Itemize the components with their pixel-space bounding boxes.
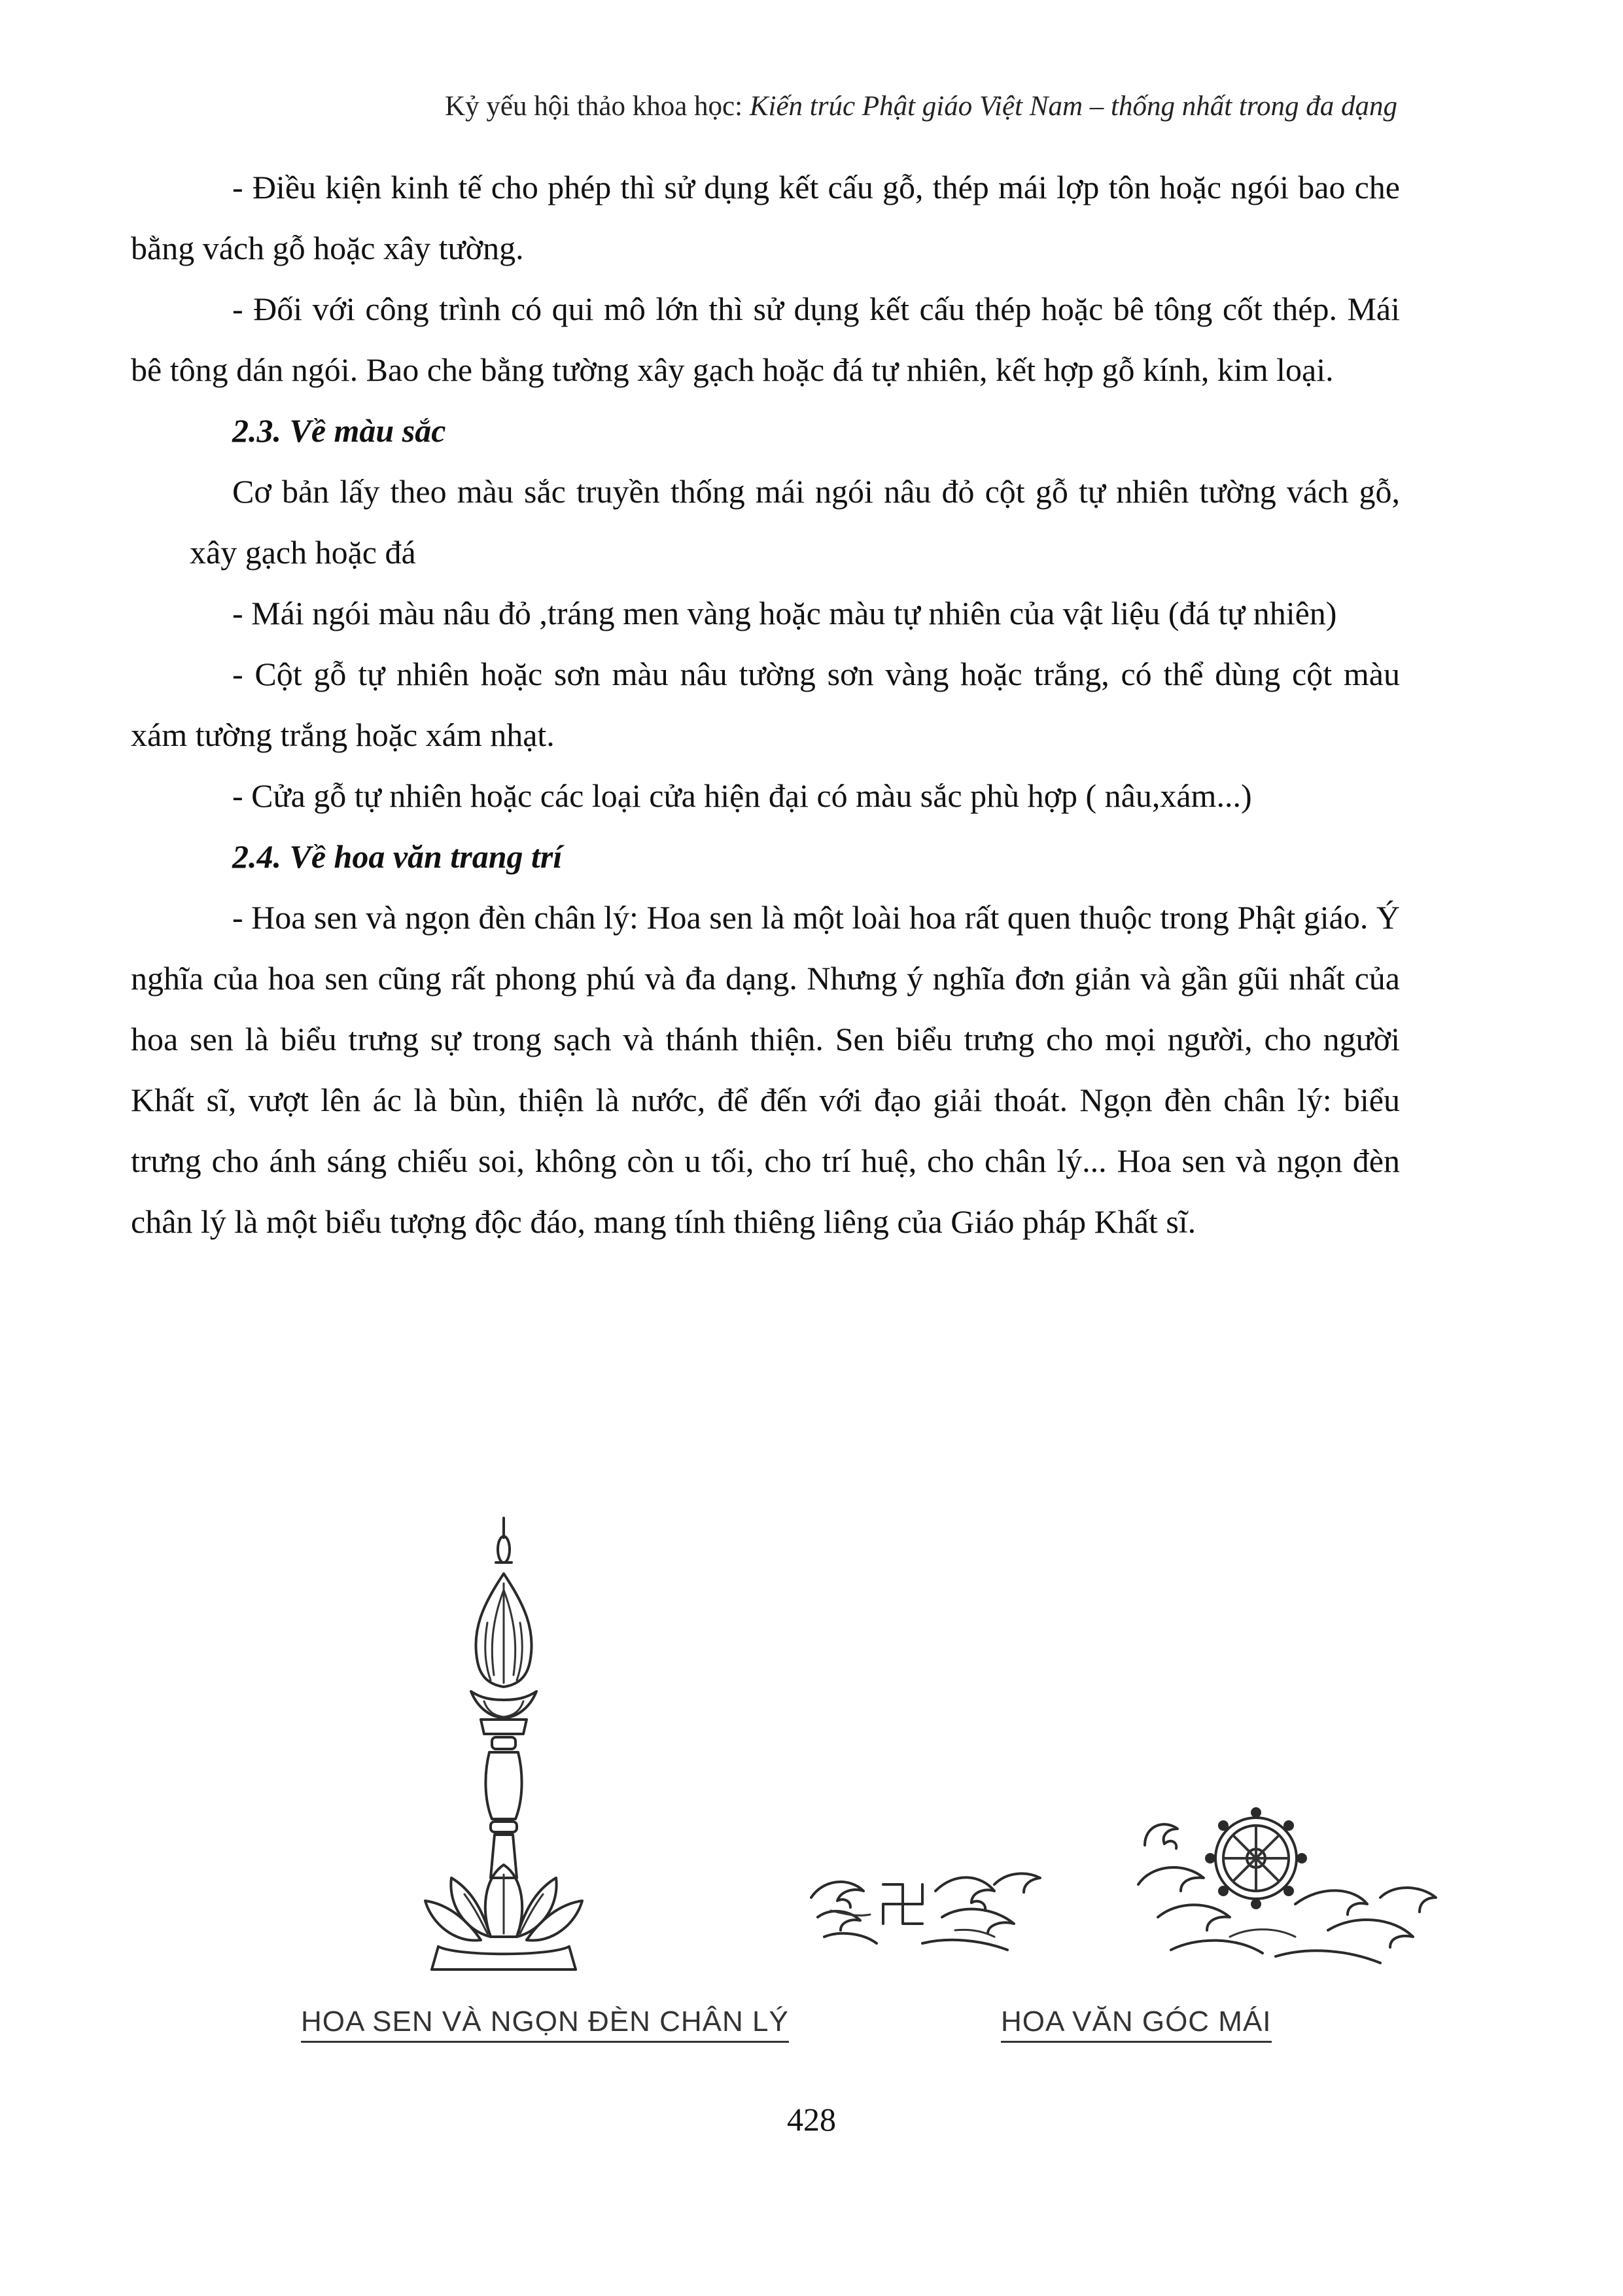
header-title: Kiến trúc Phật giáo Việt Nam – thống nhất trong đa dạng bbox=[749, 91, 1397, 122]
paragraph-4: - Mái ngói màu nâu đỏ ,tráng men vàng hoặc màu tự nhiên của vật liệu (đá tự nhiên) bbox=[232, 595, 1337, 631]
paragraph-6: - Cửa gỗ tự nhiên hoặc các loại cửa hiện đại có màu sắc phù hợp ( nâu,xám...) bbox=[232, 777, 1252, 814]
lotus-lamp-icon bbox=[419, 1511, 589, 1983]
page-number: 428 bbox=[787, 2101, 836, 2138]
paragraph-2: - Đối với công trình có qui mô lớn thì sử dụng kết cấu thép hoặc bê tông cốt thép. Mái bê tông dán ngói. Bao che bằng tường xây gạch hoặc đá tự nhiên, kết hợp gỗ kính, kim loại. bbox=[131, 291, 1400, 388]
paragraph-3: Cơ bản lấy theo màu sắc truyền thống mái ngói nâu đỏ cột gỗ tự nhiên tường vách gỗ, xây gạch hoặc đá bbox=[190, 473, 1400, 571]
figure-caption-lotus-lamp: HOA SEN VÀ NGỌN ĐÈN CHÂN LÝ bbox=[301, 2005, 789, 2043]
section-heading-2-4: 2.4. Về hoa văn trang trí bbox=[232, 838, 563, 875]
running-header bbox=[445, 90, 1397, 122]
dharma-wheel-icon bbox=[1132, 1786, 1446, 1983]
header-prefix: Kỷ yếu hội thảo khoa học: bbox=[445, 91, 750, 122]
paragraph-7: - Hoa sen và ngọn đèn chân lý: Hoa sen là một loài hoa rất quen thuộc trong Phật giáo. Ý nghĩa của hoa sen cũng rất phong phú và đa dạng. Nhưng ý nghĩa đơn giản và gần gũi nhất của hoa sen là biểu trưng sự trong sạch và thánh thiện. Sen biểu trưng cho mọi người, cho người Khất sĩ, vượt lên ác là bùn, thiện là nước, để đến với đạo giải thoát. Ngọn đèn chân lý: biểu trưng cho ánh sáng chiếu soi, không còn u tối, cho trí huệ, cho chân lý... Hoa sen và ngọn đèn chân lý là một biểu tượng độc đáo, mang tính thiêng liêng của Giáo pháp Khất sĩ. bbox=[131, 899, 1400, 1240]
paragraph-5: - Cột gỗ tự nhiên hoặc sơn màu nâu tường sơn vàng hoặc trắng, có thể dùng cột màu xám tường trắng hoặc xám nhạt. bbox=[131, 656, 1400, 753]
ornament-figure bbox=[281, 1511, 1446, 2061]
body-text bbox=[131, 157, 1400, 1252]
section-heading-2-3: 2.3. Về màu sắc bbox=[232, 412, 446, 449]
swastika-ornament-icon bbox=[805, 1852, 1047, 1963]
figure-caption-roof-corner: HOA VĂN GÓC MÁI bbox=[1001, 2005, 1272, 2043]
paragraph-1: - Điều kiện kinh tế cho phép thì sử dụng kết cấu gỗ, thép mái lợp tôn hoặc ngói bao che bằng vách gỗ hoặc xây tường. bbox=[131, 169, 1400, 266]
